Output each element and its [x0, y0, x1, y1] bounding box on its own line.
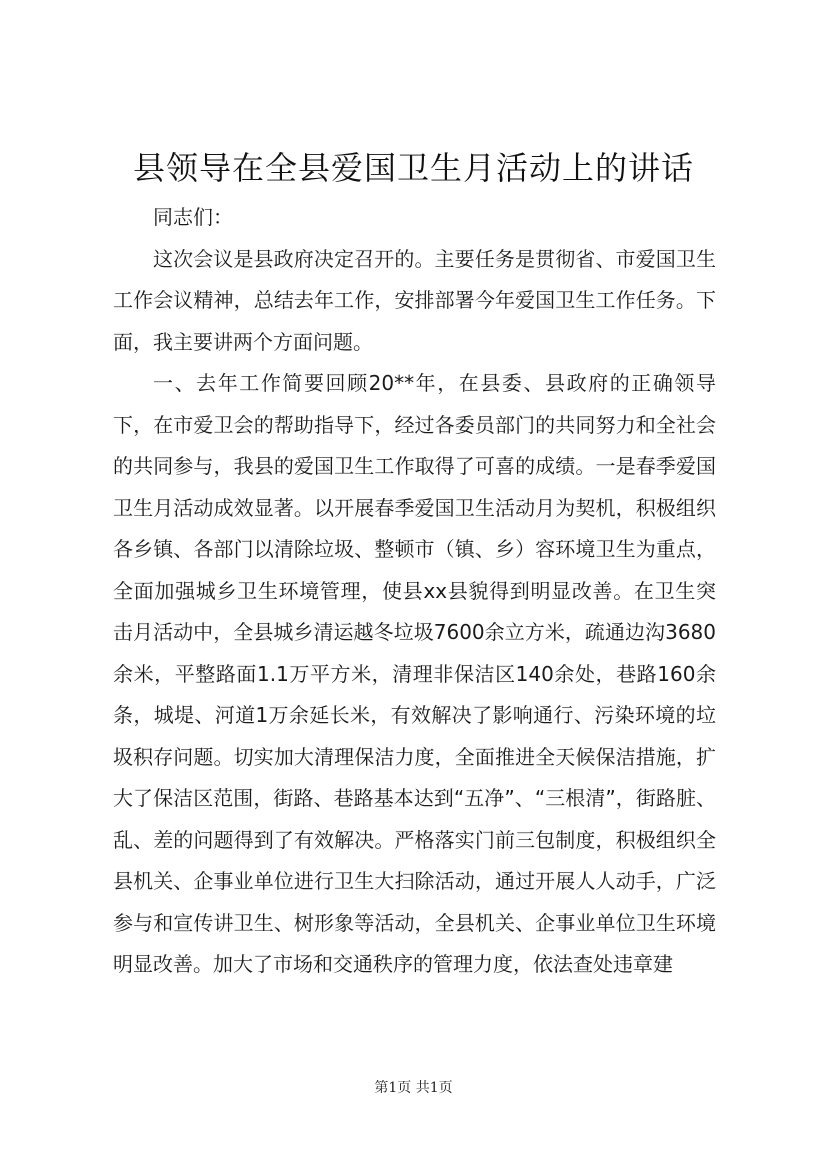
salutation: 同志们： [153, 205, 233, 229]
document-title: 县领导在全县爱国卫生月活动上的讲话 [132, 149, 694, 187]
page-footer: 第1页 共1页 [374, 1080, 453, 1096]
paragraph-2: 一、去年工作简要回顾20**年，在县委、县政府的正确领导下，在市爱卫会的帮助指导下，经过各委员部门的共同努力和全社会的共同参与，我县的爱国卫生工作取得了可喜的成绩。一是春季爱国卫生月活动成效显著。以开展春季爱国卫生活动月为契机，积极组织各乡镇、各部门以清除垃圾、整顿市（镇、乡）容环境卫生为重点，全面加强城乡卫生环境管理，使县xx县貌得到明显改善。在卫生突击月活动中，全县城乡清运越冬垃圾7600余立方米，疏通边沟3680余米，平整路面1.1万平方米，清理非保洁区140余处，巷路160余条，城堤、河道1万余延长米，有效解决了影响通行、污染环境的垃圾积存问题。切实加大清理保洁力度，全面推进全天候保洁措施，扩大了保洁区范围，街路、巷路基本达到“五净”、“三根清”，街路脏、乱、差的问题得到了有效解决。严格落实门前三包制度，积极组织全县机关、企事业单位进行卫生大扫除活动，通过开展人人动手，广泛参与和宣传讲卫生、树形象等活动，全县机关、企事业单位卫生环境明显改善。加大了市场和交通秩序的管理力度，依法查处违章建 [113, 371, 716, 976]
document-body [113, 197, 716, 986]
paragraph-1: 这次会议是县政府决定召开的。主要任务是贯彻省、市爱国卫生工作会议精神，总结去年工作，安排部署今年爱国卫生工作任务。下面，我主要讲两个方面问题。 [113, 246, 716, 354]
